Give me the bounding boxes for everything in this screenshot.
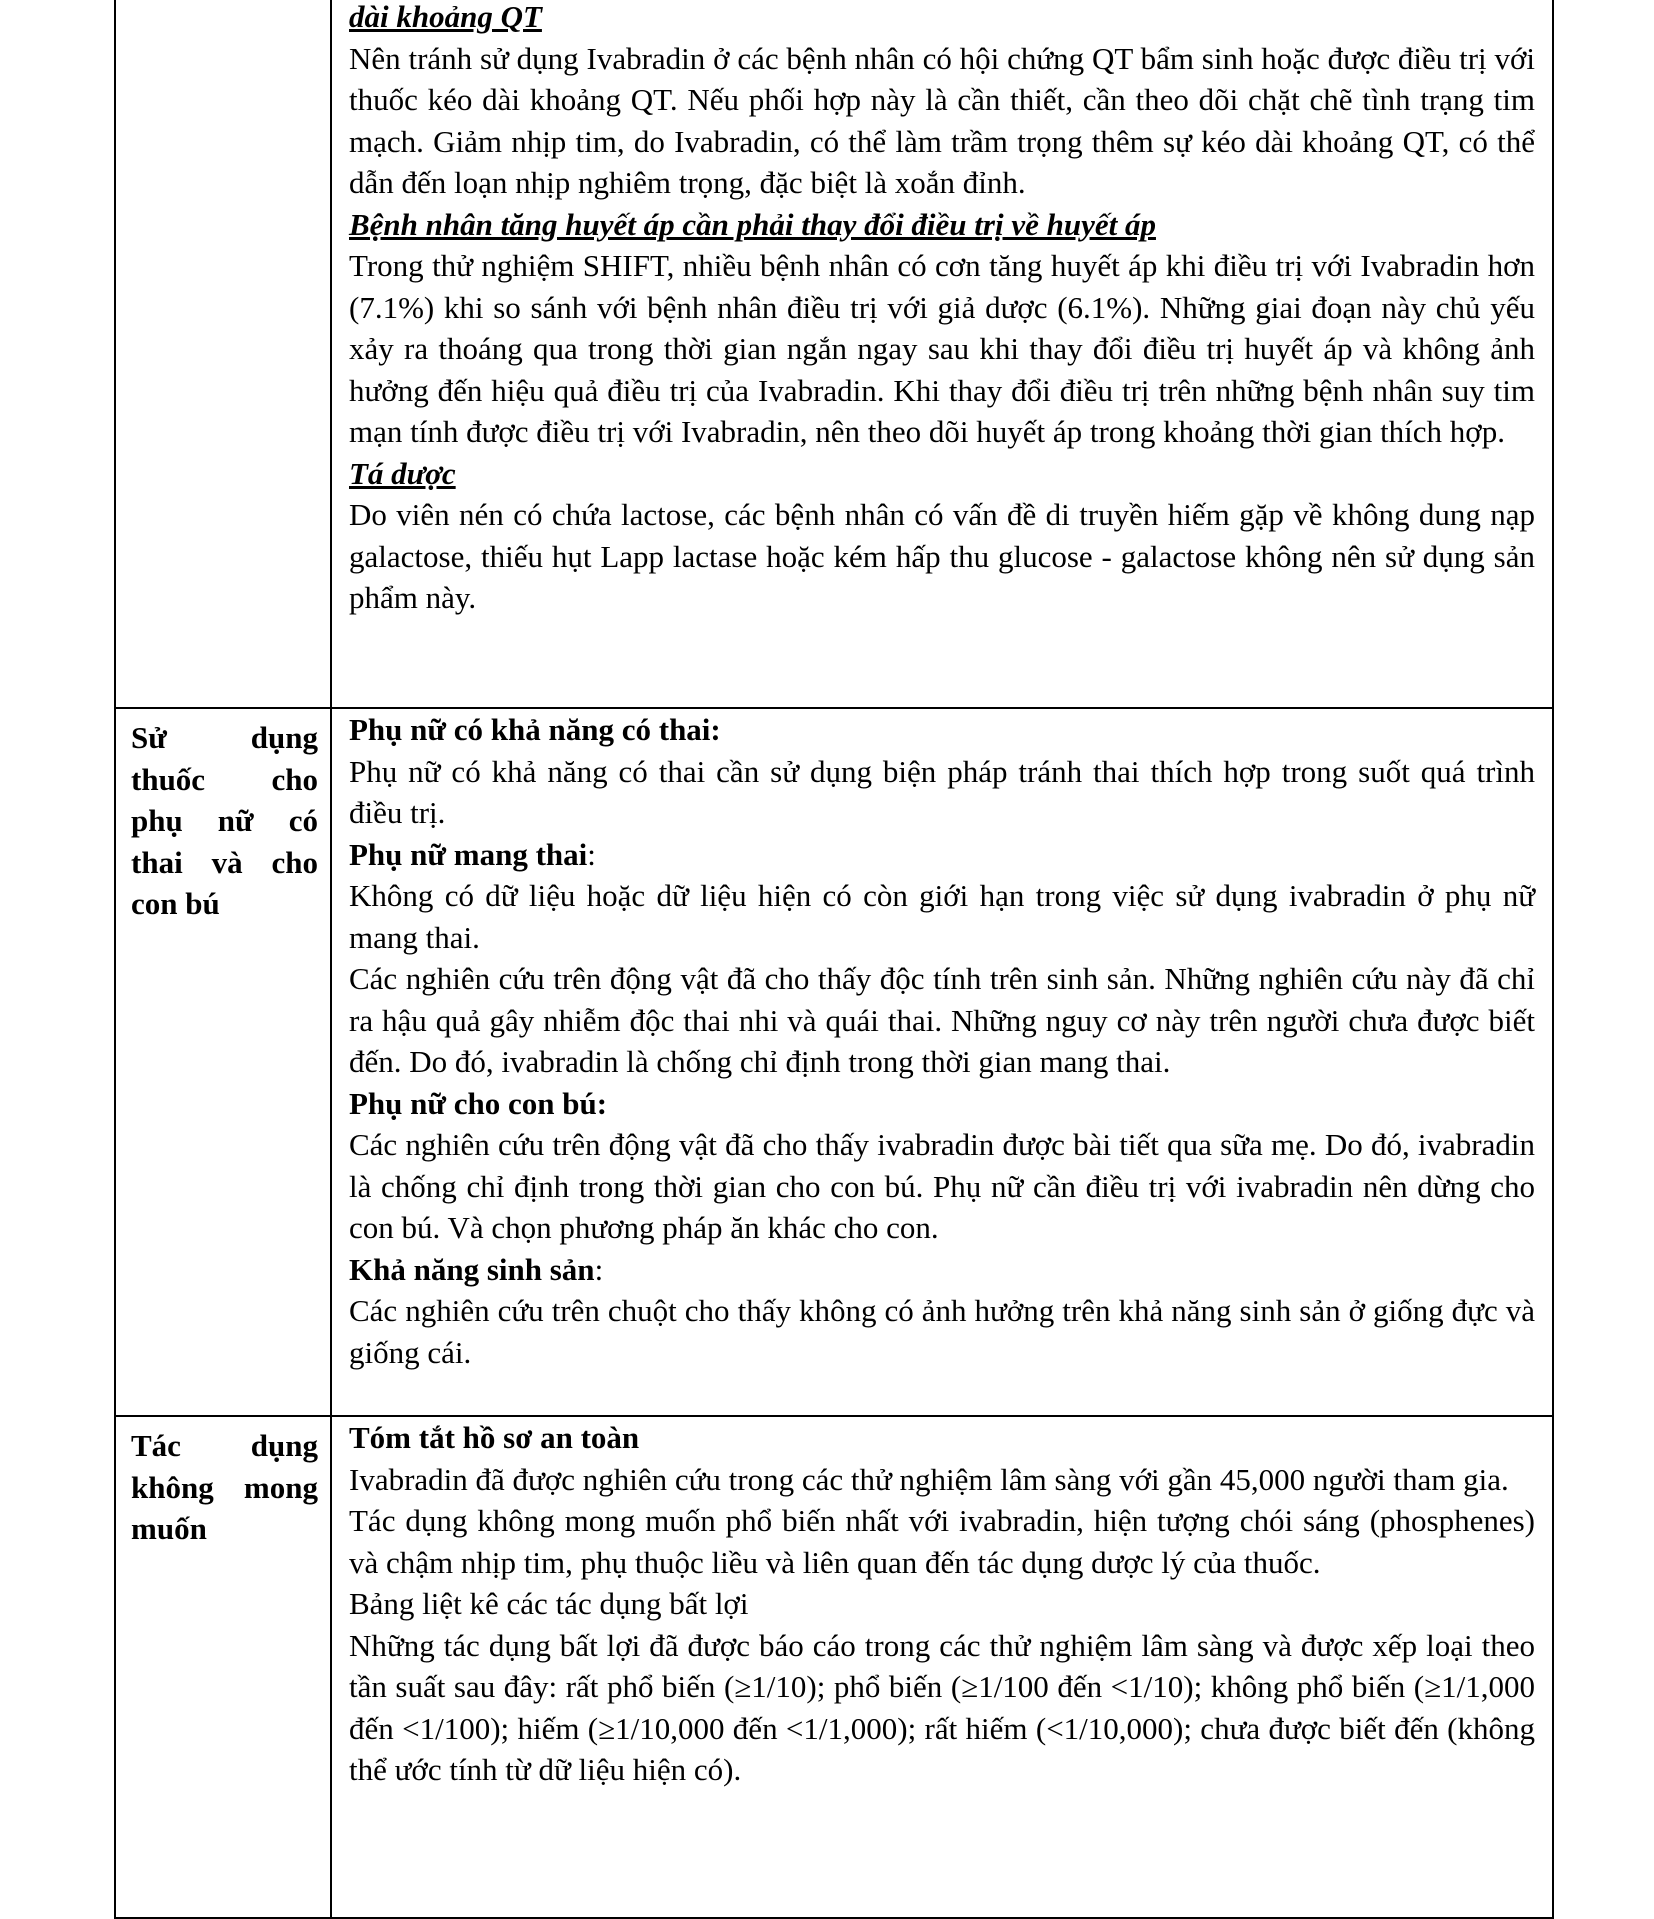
paragraph — [349, 1083, 1535, 1125]
subheading-fertility: Khả năng sinh sản — [349, 1251, 595, 1287]
subheading-safety-summary: Tóm tắt hồ sơ an toàn — [349, 1420, 640, 1455]
paragraph — [349, 709, 1535, 751]
paragraph: Bảng liệt kê các tác dụng bất lợi — [349, 1586, 749, 1621]
section-heading-qt: dài khoảng QT — [349, 0, 542, 34]
content-block — [332, 709, 1552, 1373]
paragraph: Các nghiên cứu trên động vật đã cho thấy độc tính trên sinh sản. Những nghiên cứu này đã chỉ ra hậu quả gây nhiễm độc thai nhi và quái thai. Những nguy cơ này trên người chưa được biết đến. Do đó, ivabradin là chống chỉ định trong thời gian mang thai. — [349, 961, 1535, 1079]
section-heading-hypertension: Bệnh nhân tăng huyết áp cần phải thay đổi điều trị về huyết áp — [349, 206, 1156, 242]
paragraph: Tác dụng không mong muốn phổ biến nhất với ivabradin, hiện tượng chói sáng (phosphenes) và chậm nhịp tim, phụ thuộc liều và liên quan đến tác dụng dược lý của thuốc. — [349, 1503, 1535, 1580]
table-row-pregnancy — [115, 708, 1553, 1416]
subheading-childbearing: Phụ nữ có khả năng có thai: — [349, 712, 721, 747]
paragraph: Phụ nữ có khả năng có thai cần sử dụng biện pháp tránh thai thích hợp trong suốt quá trình điều trị. — [349, 753, 1535, 830]
paragraph: Không có dữ liệu hoặc dữ liệu hiện có còn giới hạn trong việc sử dụng ivabradin ở phụ nữ mang thai. — [349, 878, 1535, 955]
paragraph: Khả năng sinh sản: — [349, 1251, 604, 1287]
paragraph-hypertension: Trong thử nghiệm SHIFT, nhiều bệnh nhân có cơn tăng huyết áp khi điều trị với Ivabradin hơn (7.1%) khi so sánh với bệnh nhân điều trị với giả dược (6.1%). Những giai đoạn này chủ yếu xảy ra thoáng qua trong thời gian ngắn ngay sau khi thay đổi điều trị huyết áp và không ảnh hưởng đến hiệu quả điều trị của Ivabradin. Khi thay đổi điều trị trên những bệnh nhân suy tim mạn tính được điều trị với Ivabradin, nên theo dõi huyết áp trong khoảng thời gian thích hợp. — [349, 248, 1535, 449]
content-block — [332, 1417, 1552, 1791]
table-row-warnings — [115, 0, 1553, 708]
subheading-breastfeeding: Phụ nữ cho con bú: — [349, 1085, 608, 1121]
paragraph — [349, 1417, 1535, 1459]
paragraph: Các nghiên cứu trên chuột cho thấy không có ảnh hưởng trên khả năng sinh sản ở giống đực và giống cái. — [349, 1293, 1535, 1370]
section-heading-excipients: Tá dược — [349, 455, 456, 491]
content-block — [332, 0, 1552, 619]
content-cell-pregnancy — [331, 708, 1553, 1416]
paragraph: Phụ nữ mang thai: — [349, 836, 596, 872]
label-cell-adverse-effects — [115, 1416, 331, 1918]
paragraph-excipients: Do viên nén có chứa lactose, các bệnh nhân có vấn đề di truyền hiếm gặp về không dung nạp galactose, thiếu hụt Lapp lactase hoặc kém hấp thu glucose - galactose không nên sử dụng sản phẩm này. — [349, 497, 1535, 615]
paragraph: Ivabradin đã được nghiên cứu trong các thử nghiệm lâm sàng với gần 45,000 người tham gia. — [349, 1461, 1509, 1497]
paragraph: Các nghiên cứu trên động vật đã cho thấy ivabradin được bài tiết qua sữa mẹ. Do đó, ivabradin là chống chỉ định trong thời gian cho con bú. Phụ nữ cần điều trị với ivabradin nên dừng cho con bú. Và chọn phương pháp ăn khác cho con. — [349, 1127, 1535, 1245]
paragraph-qt: Nên tránh sử dụng Ivabradin ở các bệnh nhân có hội chứng QT bẩm sinh hoặc được điều trị với thuốc kéo dài khoảng QT. Nếu phối hợp này là cần thiết, cần theo dõi chặt chẽ tình trạng tim mạch. Giảm nhịp tim, do Ivabradin, có thể làm trầm trọng thêm sự kéo dài khoảng QT, có thể dẫn đến loạn nhịp nghiêm trọng, đặc biệt là xoắn đỉnh. — [349, 40, 1535, 200]
paragraph: Những tác dụng bất lợi đã được báo cáo trong các thử nghiệm lâm sàng và được xếp loại theo tần suất sau đây: rất phổ biến (≥1/10); phổ biến (≥1/100 đến <1/10); không phổ biến (≥1/1,000 đến <1/100); hiếm (≥1/10,000 đến <1/1,000); rất hiếm (<1/10,000); chưa được biết đến (không thể ước tính từ dữ liệu hiện có). — [349, 1627, 1535, 1787]
label-cell-empty — [115, 0, 331, 708]
content-cell-adverse-effects — [331, 1416, 1553, 1918]
content-cell-warnings — [331, 0, 1553, 708]
label-cell-pregnancy — [115, 708, 331, 1416]
row-label — [116, 0, 330, 4]
document-table — [114, 0, 1554, 1919]
row-label: Sử dụng thuốc cho phụ nữ có thai và cho con bú — [131, 720, 318, 921]
row-label: Tác dụng không mong muốn — [131, 1428, 318, 1546]
table-row-adverse-effects — [115, 1416, 1553, 1918]
subheading-pregnant: Phụ nữ mang thai — [349, 836, 588, 872]
